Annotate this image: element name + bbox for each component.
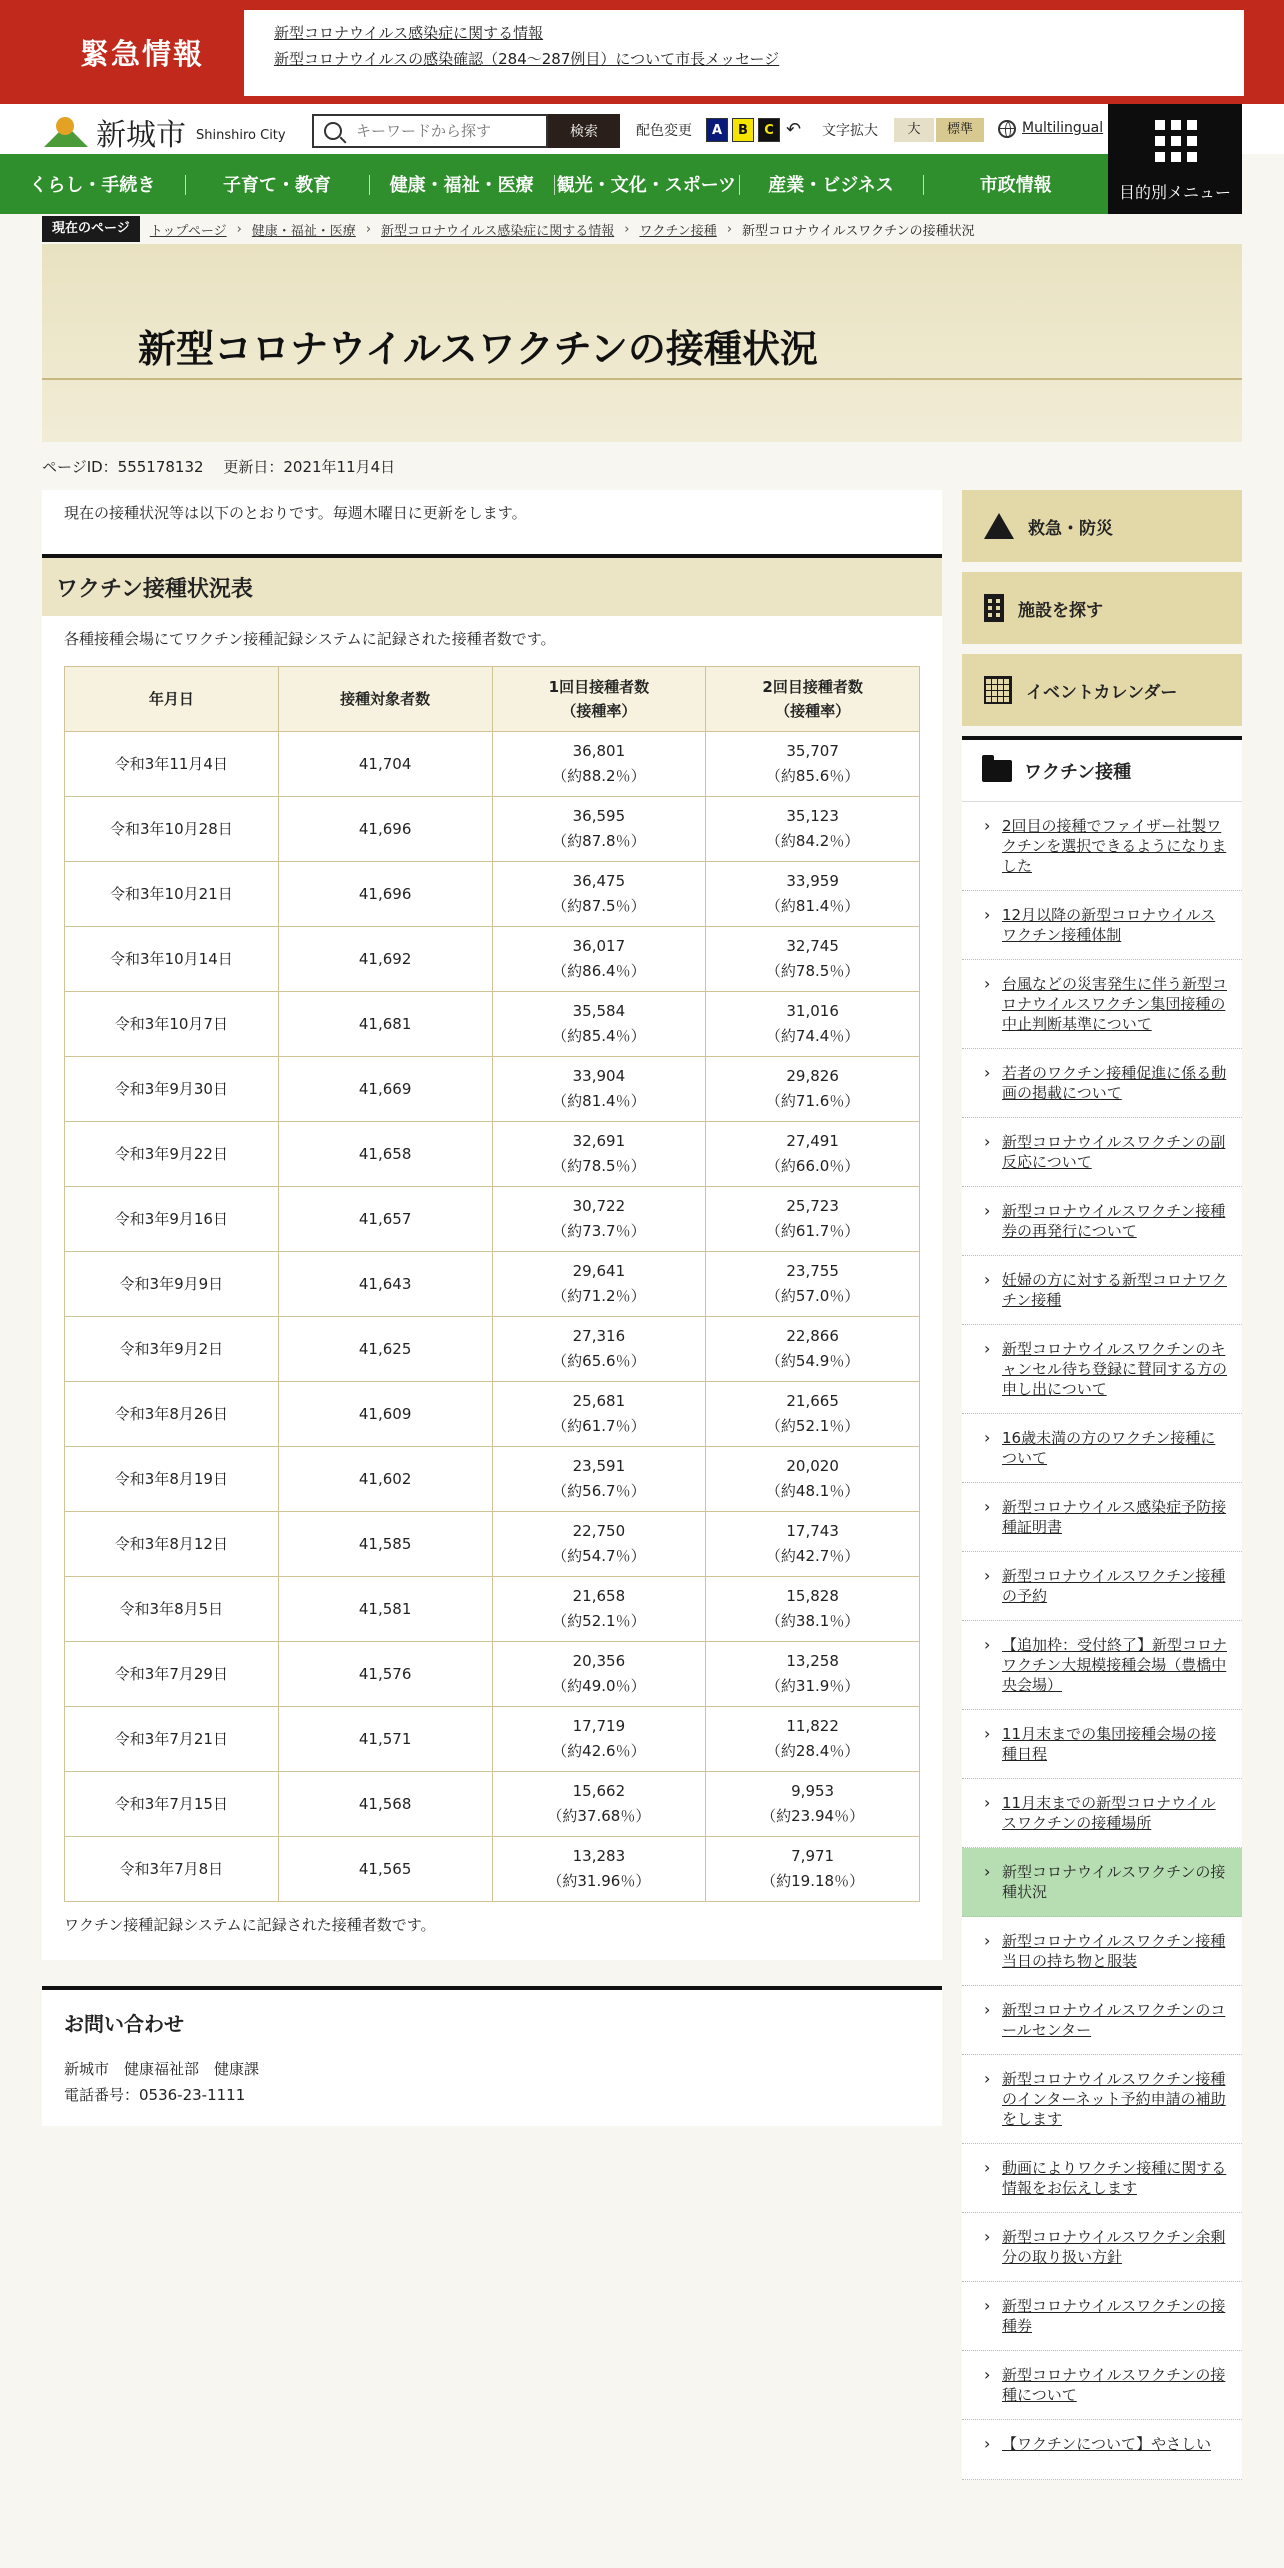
sidebar-button-facilities[interactable] [962, 572, 1242, 644]
contact-section [42, 1986, 942, 2126]
grid-menu-icon [1155, 120, 1197, 162]
cell-first-dose: 36,595 （約87.8％） [492, 797, 706, 862]
breadcrumb-current-label: 現在のページ [42, 216, 140, 242]
cell-second-dose: 7,971 （約19.18％） [706, 1837, 920, 1902]
cell-second-dose: 23,755 （約57.0％） [706, 1252, 920, 1317]
cell-first-dose: 33,904 （約81.4％） [492, 1057, 706, 1122]
search-button[interactable]: 検索 [548, 114, 620, 148]
breadcrumb-current-page: 新型コロナウイルスワクチンの接種状況 [742, 223, 975, 239]
color-option-b-button[interactable]: B [732, 118, 754, 142]
table-row [65, 1122, 920, 1187]
cell-date: 令和3年9月16日 [65, 1187, 279, 1252]
sidebar-button-label: 施設を探す [1018, 600, 1103, 621]
sidebar-vaccine-link[interactable]: › 16歳未満の方のワクチン接種について [962, 1414, 1242, 1483]
color-option-c-button[interactable]: C [758, 118, 780, 142]
chevron-right-icon: › [236, 221, 242, 237]
cell-first-dose: 29,641 （約71.2％） [492, 1252, 706, 1317]
color-change-label: 配色変更 [636, 123, 692, 139]
cell-target: 41,602 [278, 1447, 492, 1512]
cell-first-dose: 13,283 （約31.96％） [492, 1837, 706, 1902]
table-row [65, 1447, 920, 1512]
building-icon [984, 594, 1004, 622]
sidebar-vaccine-link[interactable]: › 動画によりワクチン接種に関する情報をお伝えします [962, 2144, 1242, 2213]
emergency-link-mayor-message[interactable]: 新型コロナウイルスの感染確認（284～287例目）について市長メッセージ [274, 50, 780, 68]
emergency-label: 緊急情報 [79, 36, 204, 71]
cell-target: 41,625 [278, 1317, 492, 1382]
cell-target: 41,696 [278, 797, 492, 862]
nav-item-tourism[interactable]: 観光・文化・スポーツ [554, 171, 739, 197]
table-row [65, 1252, 920, 1317]
cell-first-dose: 17,719 （約42.6％） [492, 1707, 706, 1772]
cell-date: 令和3年7月29日 [65, 1642, 279, 1707]
sidebar-vaccine-link-current[interactable]: › 新型コロナウイルスワクチンの接種状況 [962, 1848, 1242, 1917]
cell-date: 令和3年8月19日 [65, 1447, 279, 1512]
multilingual-link[interactable]: Multilingual [1022, 120, 1104, 136]
cell-first-dose: 36,801 （約88.2％） [492, 732, 706, 797]
cell-first-dose: 27,316 （約65.6％） [492, 1317, 706, 1382]
table-row [65, 1512, 920, 1577]
cell-date: 令和3年10月21日 [65, 862, 279, 927]
font-size-label: 文字拡大 [822, 123, 878, 139]
breadcrumb-link-covid[interactable]: 新型コロナウイルス感染症に関する情報 [381, 223, 615, 239]
sidebar-vaccine-link[interactable]: › 新型コロナウイルスワクチン余剰分の取り扱い方針 [962, 2213, 1242, 2282]
sidebar-button-label: 救急・防災 [1028, 518, 1113, 539]
table-row [65, 1707, 920, 1772]
cell-first-dose: 21,658 （約52.1％） [492, 1577, 706, 1642]
color-reset-icon[interactable]: ↶ [786, 119, 802, 140]
table-row [65, 1057, 920, 1122]
cell-second-dose: 35,123 （約84.2％） [706, 797, 920, 862]
emergency-bar [0, 0, 1284, 104]
sidebar-vaccine-link[interactable]: › 新型コロナウイルス感染症予防接種証明書 [962, 1483, 1242, 1552]
contact-department: 新城市 健康福祉部 健康課 [64, 2060, 260, 2078]
cell-first-dose: 36,017 （約86.4％） [492, 927, 706, 992]
search-field [312, 114, 548, 148]
cell-target: 41,704 [278, 732, 492, 797]
cell-second-dose: 29,826 （約71.6％） [706, 1057, 920, 1122]
chevron-right-icon: › [624, 221, 630, 237]
sidebar-vaccine-link[interactable]: › 新型コロナウイルスワクチン接種の予約 [962, 1552, 1242, 1621]
cell-target: 41,681 [278, 992, 492, 1057]
sidebar-vaccine-link[interactable]: › 新型コロナウイルスワクチンのキャンセル待ち登録に賛同する方の申し出について [962, 1325, 1242, 1414]
cell-date: 令和3年9月22日 [65, 1122, 279, 1187]
table-header-first-dose: 1回目接種者数 （接種率） [492, 667, 706, 732]
chevron-right-icon: › [365, 221, 372, 237]
sidebar-vaccine-link[interactable]: › 台風などの災害発生に伴う新型コロナウイルスワクチン集団接種の中止判断基準について [962, 960, 1242, 1049]
sidebar-vaccine-link[interactable]: › 新型コロナウイルスワクチン接種のインターネット予約申請の補助をします [962, 2055, 1242, 2144]
page-info [42, 456, 395, 477]
cell-target: 41,669 [278, 1057, 492, 1122]
sidebar-vaccine-link[interactable]: › 新型コロナウイルスワクチンの接種について [962, 2351, 1242, 2420]
cell-second-dose: 13,258 （約31.9％） [706, 1642, 920, 1707]
sidebar-vaccine-link[interactable]: › 【追加枠：受付終了】新型コロナワクチン大規模接種会場（豊橋中央会場） [962, 1621, 1242, 1710]
city-mark-icon [44, 117, 88, 147]
cell-second-dose: 25,723 （約61.7％） [706, 1187, 920, 1252]
contact-heading: お問い合わせ [64, 2012, 184, 2036]
logo-subtitle: Shinshiro City [196, 127, 286, 143]
sidebar-vaccine-link[interactable]: › 新型コロナウイルスワクチンのコールセンター [962, 1986, 1242, 2055]
cell-date: 令和3年7月8日 [65, 1837, 279, 1902]
main-navigation [0, 154, 1108, 214]
site-header [0, 104, 1284, 154]
cell-target: 41,581 [278, 1577, 492, 1642]
cell-second-dose: 27,491 （約66.0％） [706, 1122, 920, 1187]
cell-second-dose: 15,828 （約38.1％） [706, 1577, 920, 1642]
cell-second-dose: 17,743 （約42.7％） [706, 1512, 920, 1577]
nav-item-business[interactable]: 産業・ビジネス [739, 171, 924, 197]
page-id: ページID：555178132 [42, 458, 204, 476]
sidebar-vaccine-link[interactable]: › 新型コロナウイルスワクチン接種券の再発行について [962, 1187, 1242, 1256]
cell-second-dose: 33,959 （約81.4％） [706, 862, 920, 927]
cell-target: 41,658 [278, 1122, 492, 1187]
search-icon [324, 122, 342, 140]
font-standard-button[interactable]: 標準 [936, 118, 984, 142]
cell-date: 令和3年10月28日 [65, 797, 279, 862]
cell-first-dose: 20,356 （約49.0％） [492, 1642, 706, 1707]
cell-second-dose: 22,866 （約54.9％） [706, 1317, 920, 1382]
cell-date: 令和3年10月14日 [65, 927, 279, 992]
table-row [65, 1317, 920, 1382]
section-description: 各種接種会場にてワクチン接種記録システムに記録された接種者数です。 [64, 630, 556, 648]
intro-text: 現在の接種状況等は以下のとおりです。毎週木曜日に更新をします。 [64, 504, 527, 522]
table-header-date: 年月日 [65, 667, 279, 732]
table-note: ワクチン接種記録システムに記録された接種者数です。 [64, 1916, 436, 1934]
cell-first-dose: 32,691 （約78.5％） [492, 1122, 706, 1187]
nav-item-childcare[interactable]: 子育て・教育 [185, 171, 370, 197]
color-option-a-button[interactable]: A [706, 118, 728, 142]
warning-icon [984, 513, 1014, 539]
folder-icon [982, 760, 1012, 782]
breadcrumb-link-vaccine[interactable]: ワクチン接種 [639, 223, 717, 239]
sidebar-vaccine-link[interactable]: › 11月末までの集団接種会場の接種日程 [962, 1710, 1242, 1779]
table-row [65, 992, 920, 1057]
font-large-button[interactable]: 大 [894, 118, 934, 142]
cell-target: 41,657 [278, 1187, 492, 1252]
cell-first-dose: 23,591 （約56.7％） [492, 1447, 706, 1512]
cell-target: 41,585 [278, 1512, 492, 1577]
cell-second-dose: 20,020 （約48.1％） [706, 1447, 920, 1512]
contact-phone: 電話番号：0536-23-1111 [64, 2086, 246, 2104]
table-row [65, 862, 920, 927]
sidebar-vaccine-link[interactable]: › 新型コロナウイルスワクチンの接種券 [962, 2282, 1242, 2351]
breadcrumb-link-health[interactable]: 健康・福祉・医療 [251, 223, 356, 239]
cell-second-dose: 11,822 （約28.4％） [706, 1707, 920, 1772]
purpose-menu-button[interactable] [1108, 104, 1242, 214]
table-row [65, 1837, 920, 1902]
nav-item-city-info[interactable]: 市政情報 [923, 171, 1108, 197]
breadcrumb [42, 214, 975, 244]
table-row [65, 1577, 920, 1642]
sidebar-vaccine-link[interactable]: › 12月以降の新型コロナウイルスワクチン接種体制 [962, 891, 1242, 960]
title-divider [42, 378, 1242, 380]
cell-target: 41,696 [278, 862, 492, 927]
table-header-second-dose: 2回目接種者数 （接種率） [706, 667, 920, 732]
main-content [42, 490, 942, 1960]
cell-date: 令和3年9月9日 [65, 1252, 279, 1317]
cell-date: 令和3年8月26日 [65, 1382, 279, 1447]
emergency-link-covid-info[interactable]: 新型コロナウイルス感染症に関する情報 [274, 24, 544, 42]
table-row [65, 1772, 920, 1837]
cell-first-dose: 30,722 （約73.7％） [492, 1187, 706, 1252]
breadcrumb-link-top[interactable]: トップページ [149, 223, 227, 239]
emergency-links [244, 10, 1244, 96]
cell-date: 令和3年8月12日 [65, 1512, 279, 1577]
vaccine-panel-heading: ワクチン接種 [962, 740, 1242, 802]
purpose-menu-label: 目的別メニュー [1118, 183, 1231, 202]
cell-target: 41,609 [278, 1382, 492, 1447]
chevron-right-icon: › [726, 221, 733, 237]
table-row [65, 927, 920, 992]
cell-first-dose: 25,681 （約61.7％） [492, 1382, 706, 1447]
cell-first-dose: 22,750 （約54.7％） [492, 1512, 706, 1577]
cell-second-dose: 9,953 （約23.94％） [706, 1772, 920, 1837]
page-updated: 更新日：2021年11月4日 [223, 458, 396, 476]
nav-item-life[interactable]: くらし・手続き [29, 175, 156, 196]
site-logo[interactable] [44, 110, 286, 154]
sidebar-vaccine-link[interactable]: › 新型コロナウイルスワクチン接種当日の持ち物と服装 [962, 1917, 1242, 1986]
sidebar-button-events[interactable] [962, 654, 1242, 726]
logo-text: 新城市 [96, 118, 186, 153]
cell-target: 41,576 [278, 1642, 492, 1707]
cell-date: 令和3年10月7日 [65, 992, 279, 1057]
cell-date: 令和3年7月15日 [65, 1772, 279, 1837]
table-row [65, 1642, 920, 1707]
page-title: 新型コロナウイルスワクチンの接種状況 [138, 327, 818, 371]
sidebar-vaccine-link[interactable]: › 妊婦の方に対する新型コロナワクチン接種 [962, 1256, 1242, 1325]
cell-first-dose: 36,475 （約87.5％） [492, 862, 706, 927]
cell-target: 41,571 [278, 1707, 492, 1772]
vaccination-table [64, 666, 920, 1902]
sidebar-vaccine-link[interactable]: › 2回目の接種でファイザー社製ワクチンを選択できるようになりました [962, 802, 1242, 891]
cell-second-dose: 35,707 （約85.6％） [706, 732, 920, 797]
section-heading-band [42, 554, 942, 616]
cell-date: 令和3年8月5日 [65, 1577, 279, 1642]
table-row [65, 1187, 920, 1252]
globe-icon [998, 120, 1016, 138]
sidebar-button-emergency[interactable] [962, 490, 1242, 562]
page-title-band [42, 244, 1242, 442]
cell-target: 41,692 [278, 927, 492, 992]
cell-second-dose: 32,745 （約78.5％） [706, 927, 920, 992]
vaccine-links-panel [962, 736, 1242, 2480]
cell-second-dose: 21,665 （約52.1％） [706, 1382, 920, 1447]
cell-target: 41,565 [278, 1837, 492, 1902]
table-row [65, 732, 920, 797]
sidebar-vaccine-link[interactable]: › 新型コロナウイルスワクチンの副反応について [962, 1118, 1242, 1187]
cell-first-dose: 15,662 （約37.68％） [492, 1772, 706, 1837]
table-row [65, 797, 920, 862]
cell-date: 令和3年11月4日 [65, 732, 279, 797]
cell-target: 41,643 [278, 1252, 492, 1317]
sidebar-vaccine-link[interactable]: › 11月末までの新型コロナウイルスワクチンの接種場所 [962, 1779, 1242, 1848]
table-row [65, 1382, 920, 1447]
sidebar-button-label: イベントカレンダー [1026, 682, 1178, 703]
search-input[interactable] [356, 122, 526, 140]
section-heading: ワクチン接種状況表 [56, 577, 253, 602]
cell-first-dose: 35,584 （約85.4％） [492, 992, 706, 1057]
calendar-icon [984, 676, 1012, 704]
table-header-row [65, 667, 920, 732]
cell-second-dose: 31,016 （約74.4％） [706, 992, 920, 1057]
sidebar-vaccine-link[interactable]: › 若者のワクチン接種促進に係る動画の掲載について [962, 1049, 1242, 1118]
cell-target: 41,568 [278, 1772, 492, 1837]
cell-date: 令和3年9月30日 [65, 1057, 279, 1122]
cell-date: 令和3年9月2日 [65, 1317, 279, 1382]
cell-date: 令和3年7月21日 [65, 1707, 279, 1772]
sidebar-vaccine-link[interactable]: › 【ワクチンについて】やさしい [962, 2420, 1242, 2480]
table-header-target: 接種対象者数 [278, 667, 492, 732]
nav-item-health[interactable]: 健康・福祉・医療 [369, 171, 554, 197]
